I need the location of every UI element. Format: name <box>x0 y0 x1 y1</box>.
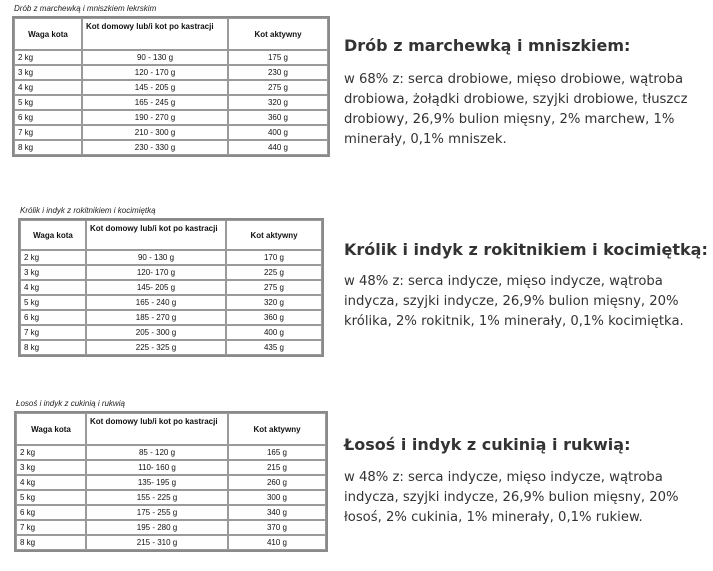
cell-active: 440 g <box>228 140 328 155</box>
cell-active: 170 g <box>226 250 322 265</box>
table-row <box>14 110 328 125</box>
table-row <box>20 250 322 265</box>
table-row <box>14 125 328 140</box>
table-row <box>20 265 322 280</box>
table-row <box>20 325 322 340</box>
cell-active: 175 g <box>228 50 328 65</box>
cell-neutered: 165 - 245 g <box>82 95 228 110</box>
cell-weight: 8 kg <box>16 535 86 550</box>
table-row <box>14 95 328 110</box>
cell-neutered: 90 - 130 g <box>86 250 226 265</box>
product-description: w 48% z: serca indycze, mięso indycze, wątroba indycza, szyjki indycze, 26,9% bulion mięsny, 20% królika, 2% rokitnik, 1% minerały, 0,1% kocimiętka. <box>344 274 684 329</box>
cell-weight: 5 kg <box>14 95 82 110</box>
table-row <box>16 505 326 520</box>
table-row <box>16 490 326 505</box>
table-row <box>14 65 328 80</box>
cell-neutered: 165 - 240 g <box>86 295 226 310</box>
cell-active: 360 g <box>228 110 328 125</box>
header-weight: Waga kota <box>16 413 86 445</box>
cell-weight: 4 kg <box>20 280 86 295</box>
cell-weight: 3 kg <box>20 265 86 280</box>
table-row <box>16 535 326 550</box>
cell-active: 340 g <box>228 505 326 520</box>
cell-neutered: 135- 195 g <box>86 475 228 490</box>
feeding-table <box>18 218 324 357</box>
table-row <box>14 140 328 155</box>
table-row <box>16 445 326 460</box>
header-weight: Waga kota <box>14 18 82 50</box>
table-caption: Królik i indyk z rokitnikiem i kocimiętką <box>20 206 156 215</box>
cell-weight: 2 kg <box>14 50 82 65</box>
cell-weight: 8 kg <box>20 340 86 355</box>
cell-neutered: 225 - 325 g <box>86 340 226 355</box>
table-row <box>16 460 326 475</box>
cell-neutered: 185 - 270 g <box>86 310 226 325</box>
cell-weight: 5 kg <box>16 490 86 505</box>
product-title: Łosoś i indyk z cukinią i rukwią: <box>344 435 631 454</box>
cell-weight: 6 kg <box>20 310 86 325</box>
cell-active: 300 g <box>228 490 326 505</box>
cell-active: 215 g <box>228 460 326 475</box>
cell-active: 275 g <box>228 80 328 95</box>
cell-neutered: 205 - 300 g <box>86 325 226 340</box>
feeding-table <box>14 411 328 552</box>
table-row <box>16 475 326 490</box>
cell-weight: 7 kg <box>16 520 86 535</box>
cell-neutered: 230 - 330 g <box>82 140 228 155</box>
cell-neutered: 175 - 255 g <box>86 505 228 520</box>
header-active: Kot aktywny <box>226 220 322 250</box>
table-row <box>20 340 322 355</box>
cell-weight: 4 kg <box>16 475 86 490</box>
cell-neutered: 155 - 225 g <box>86 490 228 505</box>
cell-active: 400 g <box>228 125 328 140</box>
table-row <box>14 50 328 65</box>
cell-weight: 3 kg <box>14 65 82 80</box>
cell-neutered: 190 - 270 g <box>82 110 228 125</box>
cell-active: 165 g <box>228 445 326 460</box>
cell-neutered: 215 - 310 g <box>86 535 228 550</box>
cell-weight: 8 kg <box>14 140 82 155</box>
cell-active: 320 g <box>228 95 328 110</box>
cell-weight: 6 kg <box>14 110 82 125</box>
header-active: Kot aktywny <box>228 413 326 445</box>
cell-weight: 6 kg <box>16 505 86 520</box>
table-row <box>20 280 322 295</box>
cell-active: 230 g <box>228 65 328 80</box>
product-description: w 48% z: serca indycze, mięso indycze, wątroba indycza, szyjki indycze, 26,9% bulion mięsny, 20% łosoś, 2% cukinia, 1% minerały, 0,1% rukiew. <box>344 470 679 525</box>
cell-active: 225 g <box>226 265 322 280</box>
table-row <box>14 80 328 95</box>
cell-weight: 4 kg <box>14 80 82 95</box>
cell-weight: 5 kg <box>20 295 86 310</box>
cell-active: 275 g <box>226 280 322 295</box>
cell-neutered: 145- 205 g <box>86 280 226 295</box>
cell-weight: 2 kg <box>16 445 86 460</box>
product-title: Drób z marchewką i mniszkiem: <box>344 36 631 55</box>
product-title: Królik i indyk z rokitnikiem i kocimiętką: <box>344 240 708 259</box>
cell-weight: 7 kg <box>14 125 82 140</box>
cell-neutered: 195 - 280 g <box>86 520 228 535</box>
cell-active: 360 g <box>226 310 322 325</box>
cell-weight: 7 kg <box>20 325 86 340</box>
header-weight: Waga kota <box>20 220 86 250</box>
header-neutered: Kot domowy lub/i kot po kastracji <box>86 413 228 445</box>
cell-active: 410 g <box>228 535 326 550</box>
cell-weight: 3 kg <box>16 460 86 475</box>
cell-neutered: 120- 170 g <box>86 265 226 280</box>
header-neutered: Kot domowy lub/i kot po kastracji <box>82 18 228 50</box>
cell-active: 435 g <box>226 340 322 355</box>
cell-neutered: 110- 160 g <box>86 460 228 475</box>
table-row <box>16 520 326 535</box>
cell-neutered: 90 - 130 g <box>82 50 228 65</box>
cell-active: 320 g <box>226 295 322 310</box>
cell-active: 370 g <box>228 520 326 535</box>
cell-neutered: 145 - 205 g <box>82 80 228 95</box>
cell-weight: 2 kg <box>20 250 86 265</box>
header-neutered: Kot domowy lub/i kot po kastracji <box>86 220 226 250</box>
cell-active: 400 g <box>226 325 322 340</box>
cell-active: 260 g <box>228 475 326 490</box>
feeding-table <box>12 16 330 157</box>
table-row <box>20 295 322 310</box>
cell-neutered: 85 - 120 g <box>86 445 228 460</box>
cell-neutered: 120 - 170 g <box>82 65 228 80</box>
table-caption: Łosoś i indyk z cukinią i rukwią <box>16 399 125 408</box>
table-caption: Drób z marchewką i mniszkiem lekrskim <box>14 4 157 13</box>
product-description: w 68% z: serca drobiowe, mięso drobiowe, wątroba drobiowa, żołądki drobiowe, szyjki drobiowe, tłuszcz drobiowy, 26,9% bulion mięsny, 2% marchew, 1% minerały, 0,1% mniszek. <box>344 72 688 147</box>
header-active: Kot aktywny <box>228 18 328 50</box>
table-row <box>20 310 322 325</box>
cell-neutered: 210 - 300 g <box>82 125 228 140</box>
